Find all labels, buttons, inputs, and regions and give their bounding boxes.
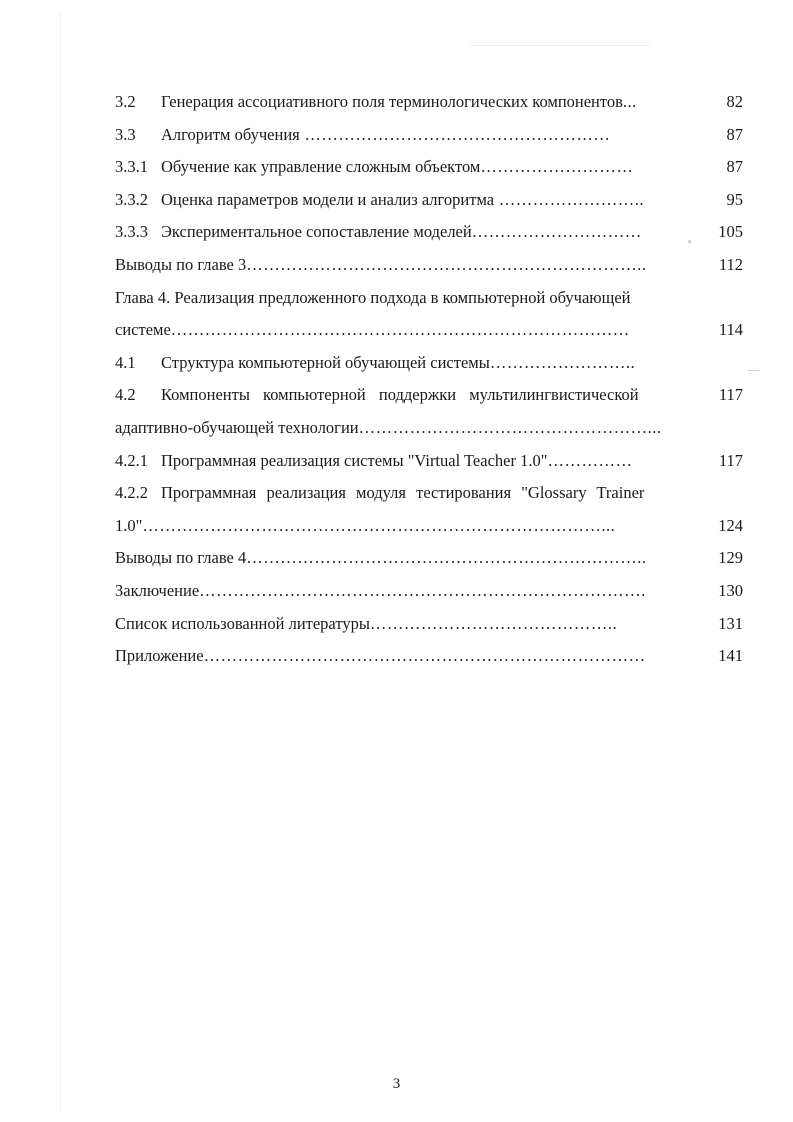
toc-leader: ………………………………………………………………………... [142, 515, 616, 535]
toc-leader: …………………………………….. [369, 613, 618, 633]
page-number: 3 [392, 1076, 401, 1092]
toc-leader: ……………………………………………… [299, 124, 611, 144]
toc-page: 141 [718, 646, 743, 666]
toc-title: Глава 4. Реализация предложенного подхода в компьютерной обучающей [115, 287, 631, 307]
toc-leader: …………………………………………………………….. [246, 254, 647, 274]
toc-entry-conclusions-ch3 [115, 249, 743, 282]
toc-entry-3-3-3 [115, 216, 743, 249]
toc-title: Список использованной литературы [115, 613, 370, 633]
toc-entry-chapter-4-line1 [115, 282, 743, 315]
toc-number: 4.2 [115, 385, 136, 405]
scan-speck [748, 370, 760, 371]
toc-number: 4.2.1 [115, 450, 148, 470]
toc-title: Выводы по главе 3 [115, 254, 247, 274]
toc-number: 3.3.1 [115, 157, 148, 177]
toc-number: 4.1 [115, 352, 136, 372]
toc-page: 130 [718, 580, 743, 600]
table-of-contents [115, 86, 743, 673]
toc-entry-conclusion [115, 575, 743, 608]
toc-title: Выводы по главе 4 [115, 548, 247, 568]
toc-number: 4.2.2 [115, 483, 148, 503]
toc-page: 129 [718, 548, 743, 568]
toc-title-continued: 1.0" [115, 515, 143, 535]
toc-page: 105 [718, 222, 743, 242]
toc-page: 82 [726, 92, 743, 111]
toc-leader: …………………….. [494, 189, 644, 209]
toc-leader: ……………………………………………………………………… [170, 320, 630, 340]
toc-number: 3.3 [115, 124, 136, 144]
toc-number: 3.3.3 [115, 222, 148, 242]
toc-title-continued: адаптивно-обучающей технологии [115, 417, 359, 437]
toc-entry-3-2 [115, 86, 743, 119]
toc-leader: ………………………… [471, 222, 642, 242]
toc-title: Генерация ассоциативного поля терминологических компонентов [161, 92, 623, 111]
toc-title: Структура компьютерной обучающей системы [161, 352, 490, 372]
toc-entry-4-1 [115, 347, 743, 380]
toc-leader: …………… [547, 450, 633, 470]
toc-title: Приложение [115, 646, 204, 666]
scan-speck [688, 240, 691, 243]
toc-title: Алгоритм обучения [161, 124, 300, 144]
toc-page: 112 [718, 254, 743, 274]
toc-page: 117 [718, 450, 743, 470]
toc-title: Программная реализация системы "Virtual Teacher 1.0" [161, 450, 548, 470]
toc-entry-4-2-2-line1 [115, 477, 743, 510]
toc-leader: …………………………………………………………………… [203, 646, 646, 666]
toc-entry-4-2-1 [115, 445, 743, 478]
toc-entry-3-3-2 [115, 184, 743, 217]
toc-title: Компоненты компьютерной поддержки мультилингвистической [161, 385, 639, 405]
toc-number: 3.3.2 [115, 189, 148, 209]
toc-leader: …………………………………………………………….. [246, 548, 647, 568]
toc-page: 87 [726, 124, 743, 144]
toc-entry-4-2-line1 [115, 379, 743, 412]
toc-title-continued: системе [115, 320, 171, 340]
toc-page: 117 [718, 385, 743, 405]
toc-title: Программная реализация модуля тестирования "Glossary Trainer [161, 483, 645, 503]
toc-title: Экспериментальное сопоставление моделей [161, 222, 472, 242]
toc-entry-4-2-2-line2 [115, 510, 743, 543]
toc-entry-references [115, 608, 743, 641]
toc-title: Заключение [115, 580, 200, 600]
toc-entry-appendix [115, 640, 743, 673]
toc-entry-conclusions-ch4 [115, 542, 743, 575]
toc-entry-3-3-1 [115, 151, 743, 184]
toc-leader: …………………….. [489, 352, 636, 372]
toc-title: Обучение как управление сложным объектом [161, 157, 481, 177]
scan-speck [470, 45, 650, 46]
toc-page: 131 [718, 613, 743, 633]
toc-leader: ... [622, 92, 637, 111]
scan-speck [60, 12, 61, 1112]
toc-page: 124 [718, 515, 743, 535]
toc-leader: ……………………………………………………………………. [199, 580, 646, 600]
toc-page: 95 [726, 189, 743, 209]
toc-page: 114 [718, 320, 743, 340]
toc-number: 3.2 [115, 92, 136, 111]
toc-entry-4-2-line2 [115, 412, 743, 445]
toc-leader: ……………………… [480, 157, 634, 177]
toc-entry-chapter-4-line2 [115, 314, 743, 347]
toc-leader: ……………………………………………... [358, 417, 662, 437]
toc-page: 87 [726, 157, 743, 177]
toc-entry-3-3 [115, 119, 743, 152]
toc-title: Оценка параметров модели и анализ алгоритма [161, 189, 495, 209]
